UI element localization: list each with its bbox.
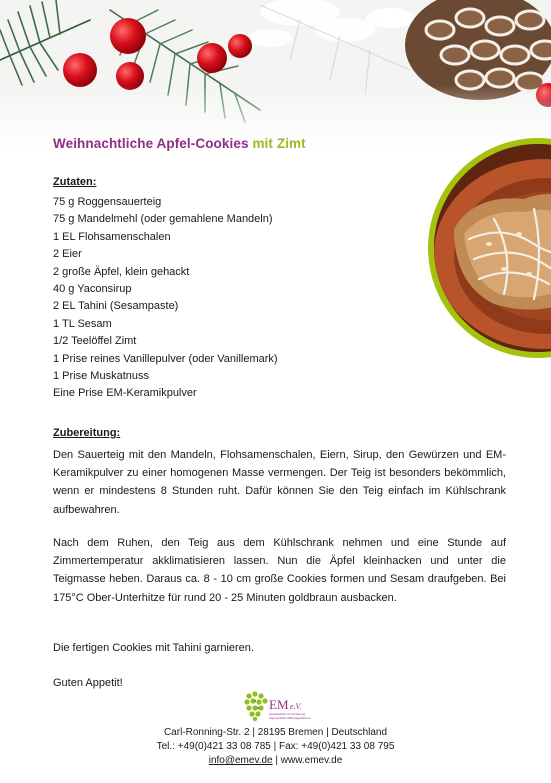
preparation-paragraph-1: Den Sauerteig mit den Mandeln, Flohsamenschalen, Eiern, Sirup, den Gewürzen und EM-Keramikpulver zu einer homogenen Masse vermengen. Der Teig ist besonders bekömmlich, wenn er mindestens 8 Stunden ruht. Dafür können Sie den Teig einfach im Kühlschrank aufbewahren. xyxy=(53,449,506,516)
logo-tagline-1: Gesellschaft zur Förderung xyxy=(269,712,306,716)
recipe-title-main: Weihnachtliche Apfel-Cookies xyxy=(53,136,249,151)
recipe-title xyxy=(53,136,306,151)
ingredient-item: 2 große Äpfel, klein gehackt xyxy=(53,265,190,278)
ingredient-item: 1 Prise reines Vanillepulver (oder Vanillemark) xyxy=(53,352,278,365)
ingredient-item: 1 TL Sesam xyxy=(53,317,112,330)
em-logo xyxy=(244,690,314,722)
cookie-photo xyxy=(428,138,551,358)
cookie-photo-image xyxy=(434,144,551,352)
logo-name: EM xyxy=(269,697,289,712)
ingredients-list xyxy=(53,194,278,403)
email-link[interactable]: info@emev.de xyxy=(208,755,273,766)
footer-contact xyxy=(0,755,551,766)
ingredient-item: 1 Prise Muskatnuss xyxy=(53,370,149,383)
footer-address: Carl-Ronning-Str. 2 | 28195 Bremen | Deutschland xyxy=(163,727,388,738)
ingredient-item: 75 g Mandelmehl (oder gemahlene Mandeln) xyxy=(53,213,273,226)
preparation-paragraph-3: Die fertigen Cookies mit Tahini garnieren. xyxy=(53,642,254,654)
preparation-paragraph-2: Nach dem Ruhen, den Teig aus dem Kühlschrank nehmen und eine Stunde auf Zimmertemperatur akklimatisieren lassen. Nun die Äpfel kleinhacken und unter die Teigmasse heben. Daraus ca. 8 - 10 cm große Cookies formen und Sesam draufgeben. Bei 175°C Ober-Unterhitze für rund 20 - 25 Minuten goldbraun ausbacken. xyxy=(53,537,506,604)
footer-separator: | xyxy=(272,755,281,766)
ingredient-item: 1/2 Teelöffel Zimt xyxy=(53,335,137,348)
ingredient-item: 40 g Yaconsirup xyxy=(53,283,132,296)
footer-phone: Tel.: +49(0)421 33 08 785 | Fax: +49(0)421 33 08 795 xyxy=(156,741,395,752)
ingredient-item: Eine Prise EM-Keramikpulver xyxy=(53,387,197,400)
ingredient-item: 75 g Roggensauerteig xyxy=(53,196,162,208)
logo-suffix: e.V. xyxy=(290,702,302,711)
recipe-title-accent: mit Zimt xyxy=(248,136,306,151)
ingredient-item: 1 EL Flohsamenschalen xyxy=(53,230,171,243)
logo-tagline-2: regenerativer Mikroorganismen xyxy=(269,716,311,720)
preparation-heading: Zubereitung: xyxy=(53,427,121,439)
ingredient-item: 2 EL Tahini (Sesampaste) xyxy=(53,300,179,313)
ingredient-item: 2 Eier xyxy=(53,248,82,261)
closing-text: Guten Appetit! xyxy=(53,677,123,689)
header-decoration xyxy=(0,0,551,150)
ingredients-heading: Zutaten: xyxy=(53,176,97,188)
website-text: www.emev.de xyxy=(280,755,343,766)
